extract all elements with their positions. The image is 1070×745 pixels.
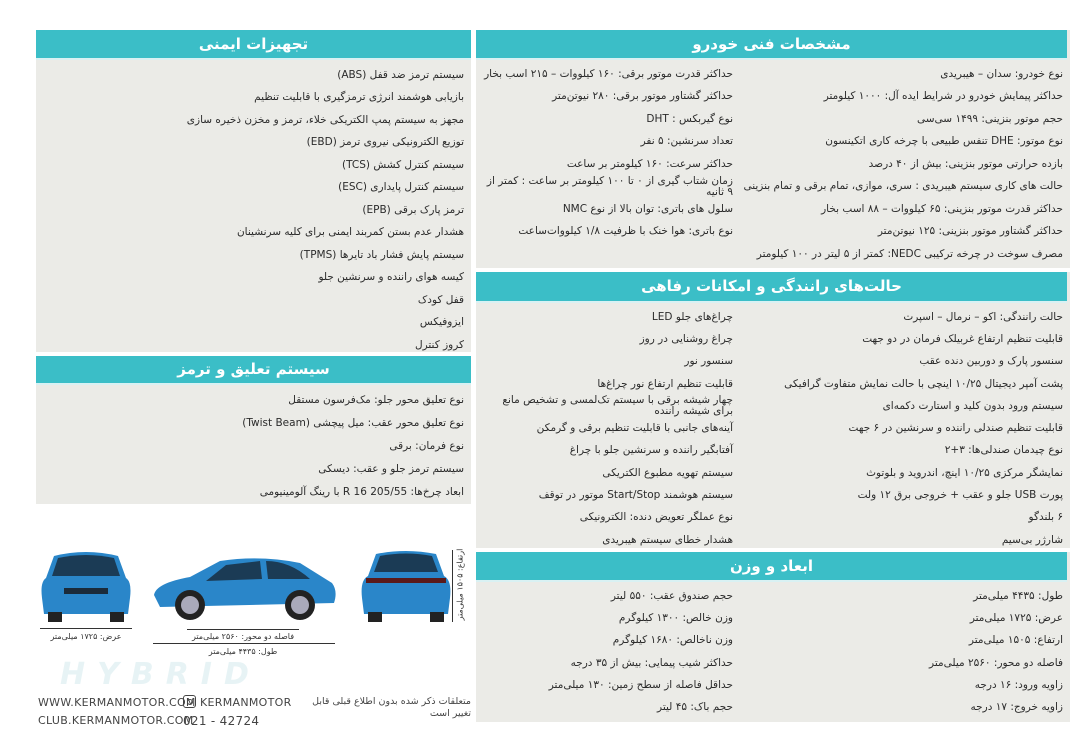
list-item: ترمز پارک برقی (EPB) <box>362 203 464 216</box>
list-item: سلول های باتری: توان بالا از نوع NMC <box>562 202 733 215</box>
list-item: حالت های کاری سیستم هیبریدی : سری، موازی، تمام برقی و تمام بنزینی <box>743 180 1063 193</box>
list-item: سنسور نور <box>684 355 733 368</box>
list-item: حجم صندوق عقب: ۵۵۰ لیتر <box>610 589 733 602</box>
list-item: توزیع الکترونیکی نیروی ترمز (EBD) <box>306 136 464 149</box>
list-item: نوع فرمان: برقی <box>389 440 464 452</box>
list-item: بازیابی هوشمند انرژی ترمزگیری با قابلیت تنظیم <box>254 91 464 104</box>
comfort-title: حالت‌های رانندگی و امکانات رفاهی <box>476 272 1067 303</box>
list-item: شارژر بی‌سیم <box>1001 533 1063 546</box>
list-item: سیستم ورود بدون کلید و استارت دکمه‌ای <box>882 399 1063 412</box>
list-item: سیستم پایش فشار باد تایرها (TPMS) <box>299 248 464 261</box>
list-item: سیستم تهویه مطبوع الکتریکی <box>602 466 733 479</box>
suspension-title: سیستم تعلیق و ترمز <box>36 356 471 385</box>
list-item: آفتابگیر راننده و سرنشین جلو با چراغ <box>569 444 733 457</box>
car-side-image <box>150 555 340 625</box>
disclaimer: متعلقات ذکر شده بدون اطلاع قبلی قابل تغییر است <box>312 696 471 719</box>
safety-panel <box>36 30 471 352</box>
list-item: پورت USB جلو و عقب + خروجی برق ۱۲ ولت <box>857 489 1063 502</box>
height-dimension-line <box>452 550 453 622</box>
width-label: عرض: ۱۷۲۵ میلی‌متر <box>50 632 122 641</box>
list-item: نوع باتری: هوا خنک با ظرفیت ۱/۸ کیلووات‌ساعت <box>518 225 733 238</box>
safety-title: تجهیزات ایمنی <box>36 30 471 60</box>
list-item: سیستم کنترل پایداری (ESC) <box>338 181 464 194</box>
list-item: نوع تعلیق محور عقب: میل پیچشی (Twist Beam) <box>242 417 464 429</box>
list-item: هشدار عدم بستن کمربند ایمنی برای کلیه سرنشینان <box>236 226 464 239</box>
list-item: حداکثر پیمایش خودرو در شرایط ایده آل: ۱۰۰۰ کیلومتر <box>823 90 1063 103</box>
list-item: آینه‌های جانبی با قابلیت تنظیم برقی و گرمکن <box>536 422 733 435</box>
specs-right-column <box>733 63 1063 266</box>
list-item: زاویه خروج: ۱۷ درجه <box>970 701 1063 714</box>
phone-number: 021 - 42724 <box>183 714 260 728</box>
list-item: ارتفاع: ۱۵۰۵ میلی‌متر <box>968 634 1063 647</box>
hybrid-watermark: HYBRID <box>60 657 261 692</box>
length-dimension-line <box>153 643 335 644</box>
list-item: حداکثر شیب پیمایی: بیش از ۳۵ درجه <box>570 656 733 669</box>
safety-list <box>36 60 471 357</box>
list-item: نوع گیربکس : DHT <box>646 112 733 125</box>
suspension-panel <box>36 356 471 504</box>
list-item: قابلیت تنظیم ارتفاع نور چراغ‌ها <box>597 377 733 390</box>
list-item: قابلیت تنظیم صندلی راننده و سرنشین در ۶ جهت <box>848 422 1063 435</box>
list-item: هشدار خطای سیستم هیبریدی <box>602 533 733 546</box>
suspension-list <box>36 385 471 504</box>
list-item: پشت آمپر دیجیتال ۱۰/۲۵ اینچی با حالت نمایش متفاوت گرافیکی <box>784 377 1063 390</box>
list-item: کیسه هوای راننده و سرنشین جلو <box>318 271 464 284</box>
list-item: وزن ناخالص: ۱۶۸۰ کیلوگرم <box>612 634 733 647</box>
list-item: چراغ‌های جلو LED <box>651 310 733 323</box>
list-item: حداکثر گشتاور موتور بنزینی: ۱۲۵ نیوتن‌متر <box>877 225 1063 238</box>
list-item: ایزوفیکس <box>419 316 464 329</box>
list-item: حداقل فاصله از سطح زمین: ۱۳۰ میلی‌متر <box>548 678 733 691</box>
car-rear-image <box>356 548 456 623</box>
list-item: حداکثر سرعت: ۱۶۰ کیلومتر بر ساعت <box>566 157 733 170</box>
club-link[interactable]: CLUB.KERMANMOTOR.COM <box>38 714 194 727</box>
website-link[interactable]: WWW.KERMANMOTOR.COM <box>38 696 196 709</box>
specs-panel <box>476 30 1070 268</box>
list-item: زمان شتاب گیری از ۰ تا ۱۰۰ کیلومتر بر ساعت : کمتر از ۹ ثانیه <box>486 174 733 198</box>
list-item: نوع چیدمان صندلی‌ها: ۳+۲ <box>944 444 1063 457</box>
list-item: مصرف سوخت در چرخه ترکیبی NEDC: کمتر از ۵ لیتر در ۱۰۰ کیلومتر <box>756 247 1063 260</box>
list-item: وزن خالص: ۱۳۰۰ کیلوگرم <box>618 611 733 624</box>
list-item: ۶ بلندگو <box>1028 511 1063 524</box>
list-item: نوع خودرو: سدان – هیبریدی <box>940 67 1063 80</box>
list-item: حالت رانندگی: اکو – نرمال – اسپرت <box>903 310 1063 323</box>
list-item: چراغ روشنایی در روز <box>639 332 733 345</box>
list-item: بازده حرارتی موتور بنزینی: بیش از ۴۰ درصد <box>868 157 1063 170</box>
list-item: حداکثر قدرت موتور برقی: ۱۶۰ کیلووات – ۲۱۵ اسب بخار <box>484 67 733 80</box>
dimensions-title: ابعاد و وزن <box>476 552 1067 582</box>
list-item: نوع عملگر تعویض دنده: الکترونیکی <box>579 511 733 524</box>
list-item: نوع تعلیق محور جلو: مک‌فرسون مستقل <box>288 394 464 406</box>
list-item: نوع موتور: DHE تنفس طبیعی با چرخه کاری اتکینسون <box>825 135 1063 148</box>
list-item: سیستم کنترل کشش (TCS) <box>341 158 464 171</box>
dimensions-right-column <box>733 585 1063 719</box>
length-label: طول: ۴۴۳۵ میلی‌متر <box>208 647 278 656</box>
height-label: ارتفاع: ۱۵۰۵ میلی‌متر <box>455 548 465 621</box>
list-item: حداکثر گشتاور موتور برقی: ۲۸۰ نیوتن‌متر <box>552 90 733 103</box>
list-item: سیستم ترمز ضد قفل (ABS) <box>337 68 464 81</box>
list-item: ابعاد چرخ‌ها: 205/55 R 16 با رینگ آلومینیومی <box>259 486 464 498</box>
list-item: مجهز به سیستم پمپ الکتریکی خلاء، ترمز و مخزن ذخیره سازی <box>186 113 464 126</box>
comfort-left-column <box>483 306 733 551</box>
list-item: قابلیت تنظیم ارتفاع غربیلک فرمان در دو جهت <box>862 332 1063 345</box>
list-item: حجم باک: ۴۵ لیتر <box>657 701 733 714</box>
wheelbase-label: فاصله دو محور: ۲۵۶۰ میلی‌متر <box>191 632 295 641</box>
instagram-handle[interactable]: KERMANMOTOR <box>200 696 292 709</box>
dimensions-panel <box>476 552 1070 722</box>
list-item: عرض: ۱۷۲۵ میلی‌متر <box>969 611 1063 624</box>
list-item: حداکثر قدرت موتور بنزینی: ۶۵ کیلووات – ۸۸ اسب بخار <box>821 202 1063 215</box>
specs-left-column <box>483 63 733 266</box>
list-item: نمایشگر مرکزی ۱۰/۲۵ اینچ، اندروید و بلوتوث <box>866 466 1063 479</box>
list-item: سیستم ترمز جلو و عقب: دیسکی <box>318 463 464 475</box>
width-dimension-line <box>40 628 132 629</box>
list-item: چهار شیشه برقی با سیستم تک‌لمسی و تشخیص مانع برای شیشه راننده <box>502 394 733 418</box>
list-item: طول: ۴۴۳۵ میلی‌متر <box>973 589 1063 602</box>
list-item: قفل کودک <box>417 293 464 306</box>
list-item: سیستم هوشمند Start/Stop موتور در توقف <box>538 489 733 502</box>
specs-title: مشخصات فنی خودرو <box>476 30 1067 60</box>
comfort-panel <box>476 272 1070 548</box>
instagram-icon <box>183 695 196 708</box>
list-item: حجم موتور بنزینی: ۱۴۹۹ سی‌سی <box>917 112 1063 125</box>
comfort-right-column <box>733 306 1063 551</box>
dimensions-left-column <box>483 585 733 719</box>
list-item: سنسور پارک و دوربین دنده عقب <box>919 355 1063 368</box>
list-item: کروز کنترل <box>414 338 464 351</box>
list-item: زاویه ورود: ۱۶ درجه <box>974 678 1063 691</box>
car-front-image <box>36 548 136 623</box>
wheelbase-dimension-line <box>187 629 299 630</box>
list-item: تعداد سرنشین: ۵ نفر <box>640 135 733 148</box>
list-item: فاصله دو محور: ۲۵۶۰ میلی‌متر <box>929 656 1063 669</box>
